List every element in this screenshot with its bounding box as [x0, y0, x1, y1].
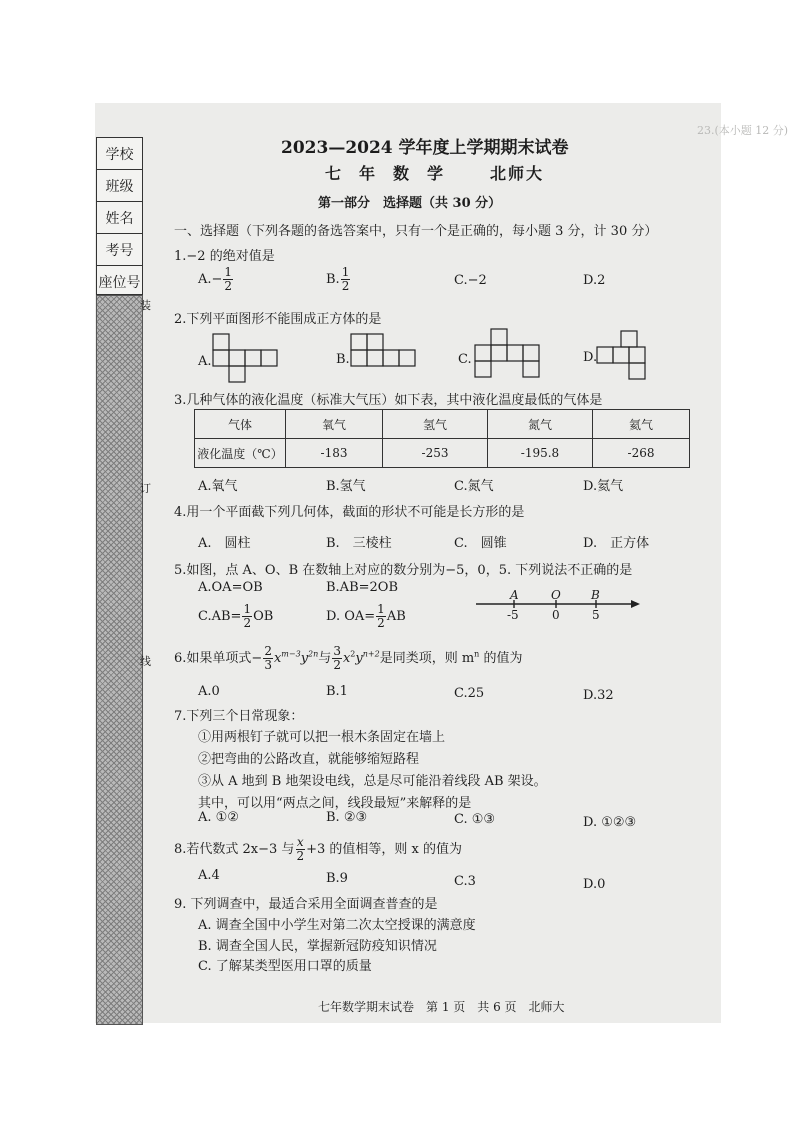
exam-subtitle-group [325, 161, 461, 184]
number-line-arrow [631, 600, 640, 608]
axis-value-5: 5 [592, 608, 600, 622]
info-cell-school: 学校 [97, 138, 142, 170]
axis-point-b: B [591, 588, 600, 602]
q4-option-c: C. 圆锥 [454, 536, 507, 551]
q9-option-b: B. 调查全国人民，掌握新冠防疫知识情况 [198, 939, 437, 954]
q3-stem: 3.几种气体的液化温度（标准大气压）如下表，其中液化温度最低的气体是 [174, 393, 603, 408]
q7-item-3: ③从 A 地到 B 地架设电线，总是尽可能沿着线段 AB 架设。 [198, 774, 547, 789]
axis-point-a: A [510, 588, 519, 602]
q8-stem: 8.若代数式 2x−3 与 $\frac{x}{2}$ +3 的值相等，则 x 的值为 [174, 835, 462, 863]
q7-item-1: ①用两根钉子就可以把一根木条固定在墙上 [198, 730, 446, 745]
q2-option-b: B. [336, 352, 350, 367]
table-cell: -183 [286, 439, 383, 468]
q3-gas-table [194, 409, 690, 468]
info-cell-name: 姓名 [97, 202, 142, 234]
info-cell-class: 班级 [97, 170, 142, 202]
q5-option-a: A.OA=OB [198, 580, 263, 595]
info-cell-exam-number: 考号 [97, 234, 142, 266]
q6-option-c: C.25 [454, 686, 485, 701]
bleed-through-text: 23.(本小题 12 分) [697, 124, 789, 137]
page-footer: 七年数学期末试卷 第 1 页 共 6 页 北师大 [318, 1000, 565, 1014]
subtitle-char: 学 [427, 164, 462, 183]
q4-option-b: B. 三棱柱 [326, 536, 392, 551]
q5-option-b: B.AB=2OB [326, 580, 399, 595]
table-header-cell: 氢气 [383, 410, 488, 439]
q7-item-2: ②把弯曲的公路改直，就能够缩短路程 [198, 752, 420, 767]
q1-option-d: D.2 [583, 273, 606, 288]
q2-stem: 2.下列平面图形不能围成正方体的是 [174, 312, 382, 327]
binding-char-zhuang: 装 [140, 299, 151, 312]
table-row [195, 439, 690, 468]
q2-net-c-figure [474, 328, 554, 384]
q9-stem: 9. 下列调查中，最适合采用全面调查普查的是 [174, 897, 438, 912]
q7-stem: 7.下列三个日常现象： [174, 709, 304, 724]
q7-option-b: B. ②③ [326, 810, 368, 825]
q3-option-c: C.氮气 [454, 479, 494, 494]
subtitle-char: 年 [359, 164, 394, 183]
section-instructions: 一、选择题（下列各题的备选答案中，只有一个是正确的，每小题 3 分，计 30 分） [174, 224, 658, 239]
axis-value-0: 0 [552, 608, 560, 622]
q2-option-a: A. [198, 354, 212, 369]
q3-option-a: A.氧气 [198, 479, 238, 494]
binding-hatch-strip [96, 295, 143, 1025]
q7-option-a: A. ①② [198, 810, 239, 825]
exam-edition: 北师大 [490, 164, 545, 183]
q9-option-c: C. 了解某类型医用口罩的质量 [198, 959, 372, 974]
q1-option-b: B. $\frac{1}{2}$ [326, 265, 350, 293]
q1-stem: 1.−2 的绝对值是 [174, 249, 275, 264]
q5-option-c: C.AB= $\frac{1}{2}$ OB [198, 602, 274, 630]
q2-option-d: D. [583, 350, 598, 365]
q9-option-a: A. 调查全国中小学生对第二次太空授课的满意度 [198, 918, 476, 933]
table-row [195, 410, 690, 439]
q4-option-d: D. 正方体 [583, 536, 650, 551]
axis-value-neg5: -5 [507, 608, 519, 622]
q6-option-a: A.0 [198, 684, 220, 699]
binding-char-ding: 订 [140, 482, 151, 495]
q2-net-d-figure [596, 330, 666, 386]
table-cell: 液化温度（℃） [195, 439, 286, 468]
q5-stem: 5.如图，点 A、O、B 在数轴上对应的数分别为−5，0，5. 下列说法不正确的是 [174, 563, 633, 578]
q6-option-d: D.32 [583, 688, 614, 703]
table-cell: -195.8 [488, 439, 593, 468]
q5-option-d: D. OA= $\frac{1}{2}$ AB [326, 602, 406, 630]
q1-option-a: A.− $\frac{1}{2}$ [198, 265, 233, 293]
table-header-cell: 氧气 [286, 410, 383, 439]
q2-net-a-figure [212, 333, 292, 383]
info-cell-seat-number: 座位号 [98, 274, 141, 291]
table-header-cell: 气体 [195, 410, 286, 439]
q1-option-c: C.−2 [454, 273, 487, 288]
q4-stem: 4.用一个平面截下列几何体，截面的形状不可能是长方形的是 [174, 505, 525, 520]
q6-option-b: B.1 [326, 684, 348, 699]
table-header-cell: 氮气 [488, 410, 593, 439]
q7-option-d: D. ①②③ [583, 815, 637, 830]
q3-option-b: B.氢气 [326, 479, 366, 494]
q8-option-d: D.0 [583, 877, 606, 892]
q8-option-c: C.3 [454, 874, 476, 889]
subtitle-char: 七 [325, 164, 360, 183]
q2-option-c: C. [458, 352, 472, 367]
student-info-box [96, 137, 143, 295]
exam-title: 2023—2024 学年度上学期期末试卷 [281, 138, 569, 158]
q7-question: 其中，可以用“两点之间，线段最短”来解释的是 [198, 796, 472, 811]
q7-option-c: C. ①③ [454, 812, 496, 827]
table-cell: -268 [593, 439, 690, 468]
q8-option-b: B.9 [326, 871, 348, 886]
part-title: 第一部分 选择题（共 30 分） [318, 196, 502, 211]
q6-stem: 6.如果单项式− $\frac{2}{3}$ $x^{m-3}y^{2n}$与 $\frac{3}{2}$ $x^2y^{n+2}$是同类项，则 $m^n$ 的值为 [174, 644, 523, 672]
subtitle-char: 数 [393, 164, 428, 183]
table-header-cell: 氦气 [593, 410, 690, 439]
q3-option-d: D.氦气 [583, 479, 624, 494]
q8-option-a: A.4 [198, 868, 220, 883]
binding-char-xian: 线 [140, 655, 151, 668]
axis-point-o: O [551, 588, 561, 602]
q2-net-b-figure [350, 333, 430, 373]
q4-option-a: A. 圆柱 [198, 536, 251, 551]
table-cell: -253 [383, 439, 488, 468]
